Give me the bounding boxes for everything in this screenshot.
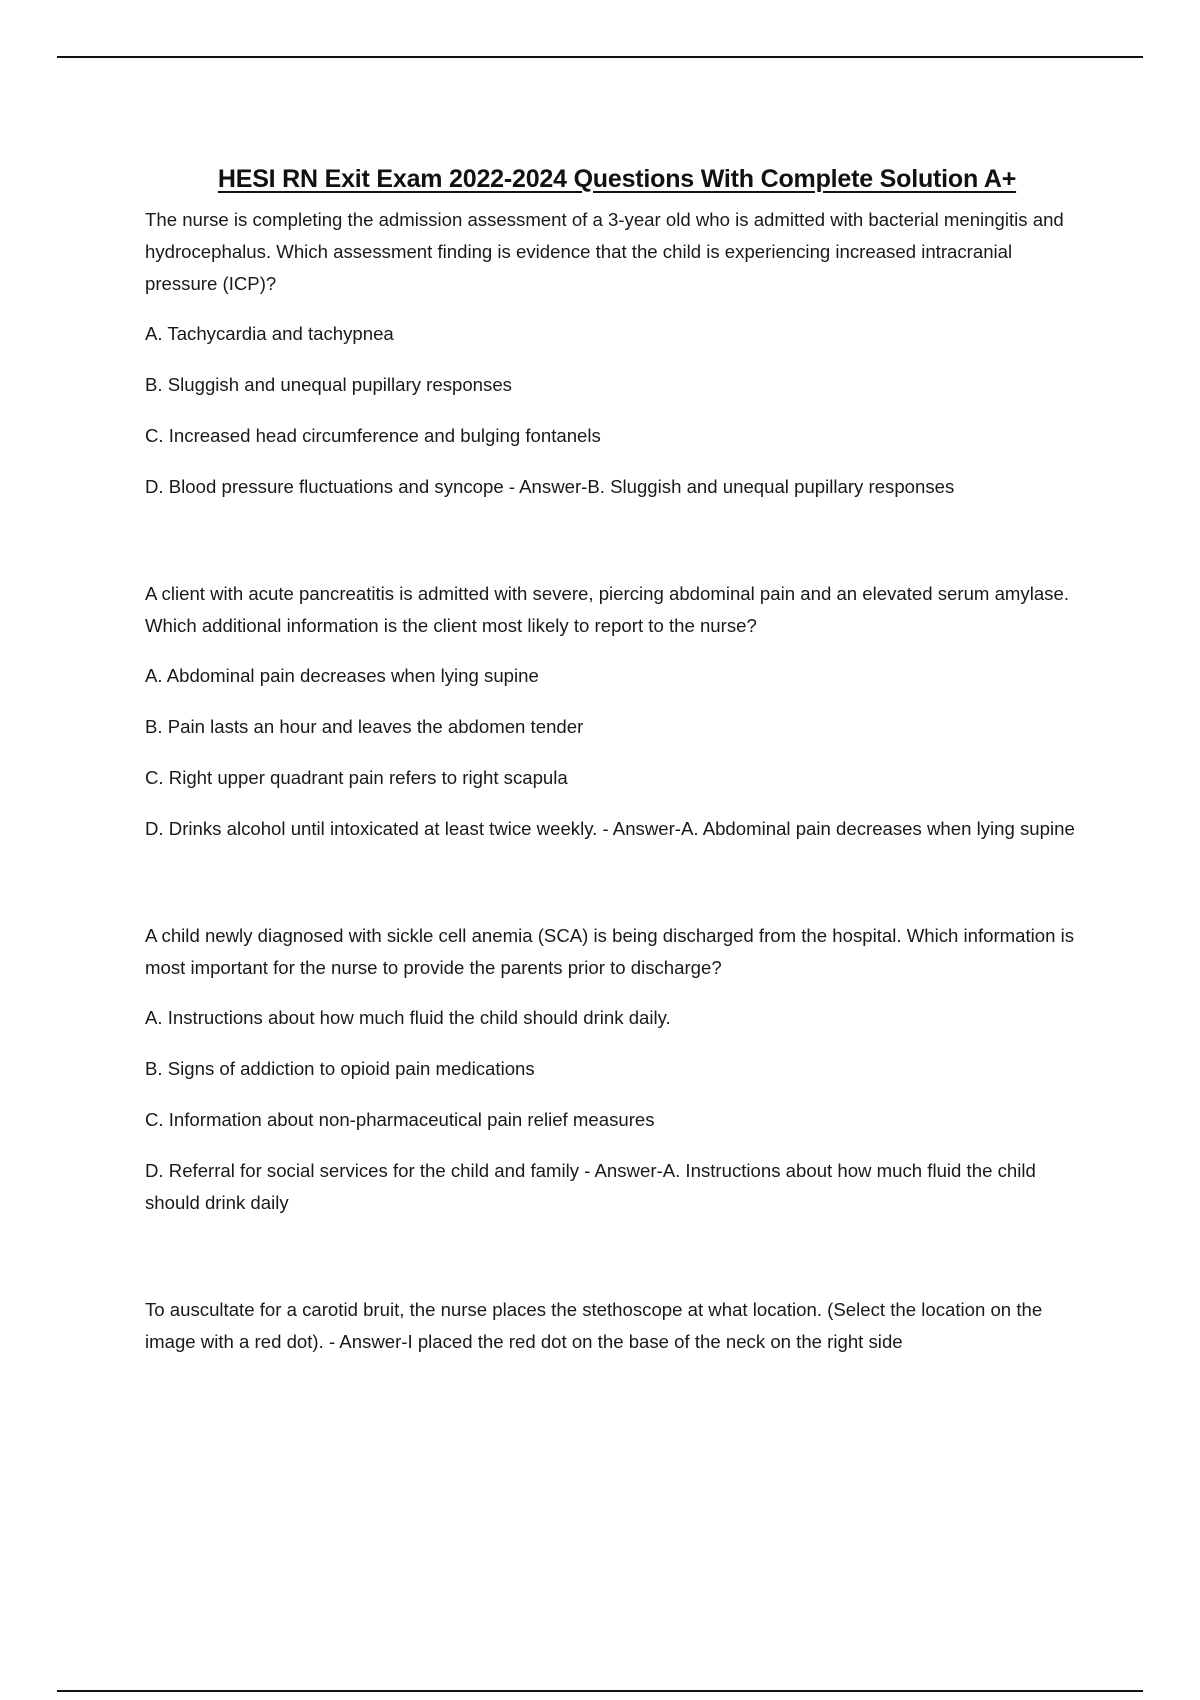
question-2 [145, 578, 1085, 845]
option-d-with-answer: D. Blood pressure fluctuations and syncope - Answer-B. Sluggish and unequal pupillary responses [145, 476, 955, 497]
option-b: B. Pain lasts an hour and leaves the abdomen tender [145, 716, 584, 737]
top-rule [57, 56, 1143, 58]
option-c: C. Information about non-pharmaceutical pain relief measures [145, 1109, 655, 1130]
option-a: A. Tachycardia and tachypnea [145, 323, 394, 344]
option-d-with-answer: D. Drinks alcohol until intoxicated at least twice weekly. - Answer-A. Abdominal pain decreases when lying supine [145, 818, 1075, 839]
document-body [145, 204, 1085, 1358]
option-b: B. Signs of addiction to opioid pain medications [145, 1058, 535, 1079]
option-a: A. Abdominal pain decreases when lying supine [145, 665, 539, 686]
question-stem: A child newly diagnosed with sickle cell anemia (SCA) is being discharged from the hospital. Which information is most important for the nurse to provide the parents prior to discharge? [145, 925, 1075, 978]
option-b: B. Sluggish and unequal pupillary responses [145, 374, 512, 395]
option-a: A. Instructions about how much fluid the child should drink daily. [145, 1007, 671, 1028]
question-3 [145, 920, 1085, 1219]
bottom-rule [57, 1690, 1143, 1692]
option-d-with-answer: D. Referral for social services for the child and family - Answer-A. Instructions about how much fluid the child should drink daily [145, 1160, 1036, 1213]
question-4 [145, 1294, 1085, 1358]
question-1 [145, 204, 1085, 503]
question-stem: The nurse is completing the admission assessment of a 3-year old who is admitted with bacterial meningitis and hydrocephalus. Which assessment finding is evidence that the child is experiencing increased intracranial pressure (ICP)? [145, 209, 1064, 294]
option-c: C. Right upper quadrant pain refers to right scapula [145, 767, 568, 788]
document-title: HESI RN Exit Exam 2022-2024 Questions With Complete Solution A+ [217, 164, 1017, 193]
question-stem-with-answer: To auscultate for a carotid bruit, the nurse places the stethoscope at what location. (Select the location on the image with a red dot). - Answer-I placed the red dot on the base of the neck on the right side [145, 1299, 1043, 1352]
option-c: C. Increased head circumference and bulging fontanels [145, 425, 601, 446]
question-stem: A client with acute pancreatitis is admitted with severe, piercing abdominal pain and an elevated serum amylase. Which additional information is the client most likely to report to the nurse? [145, 583, 1069, 636]
